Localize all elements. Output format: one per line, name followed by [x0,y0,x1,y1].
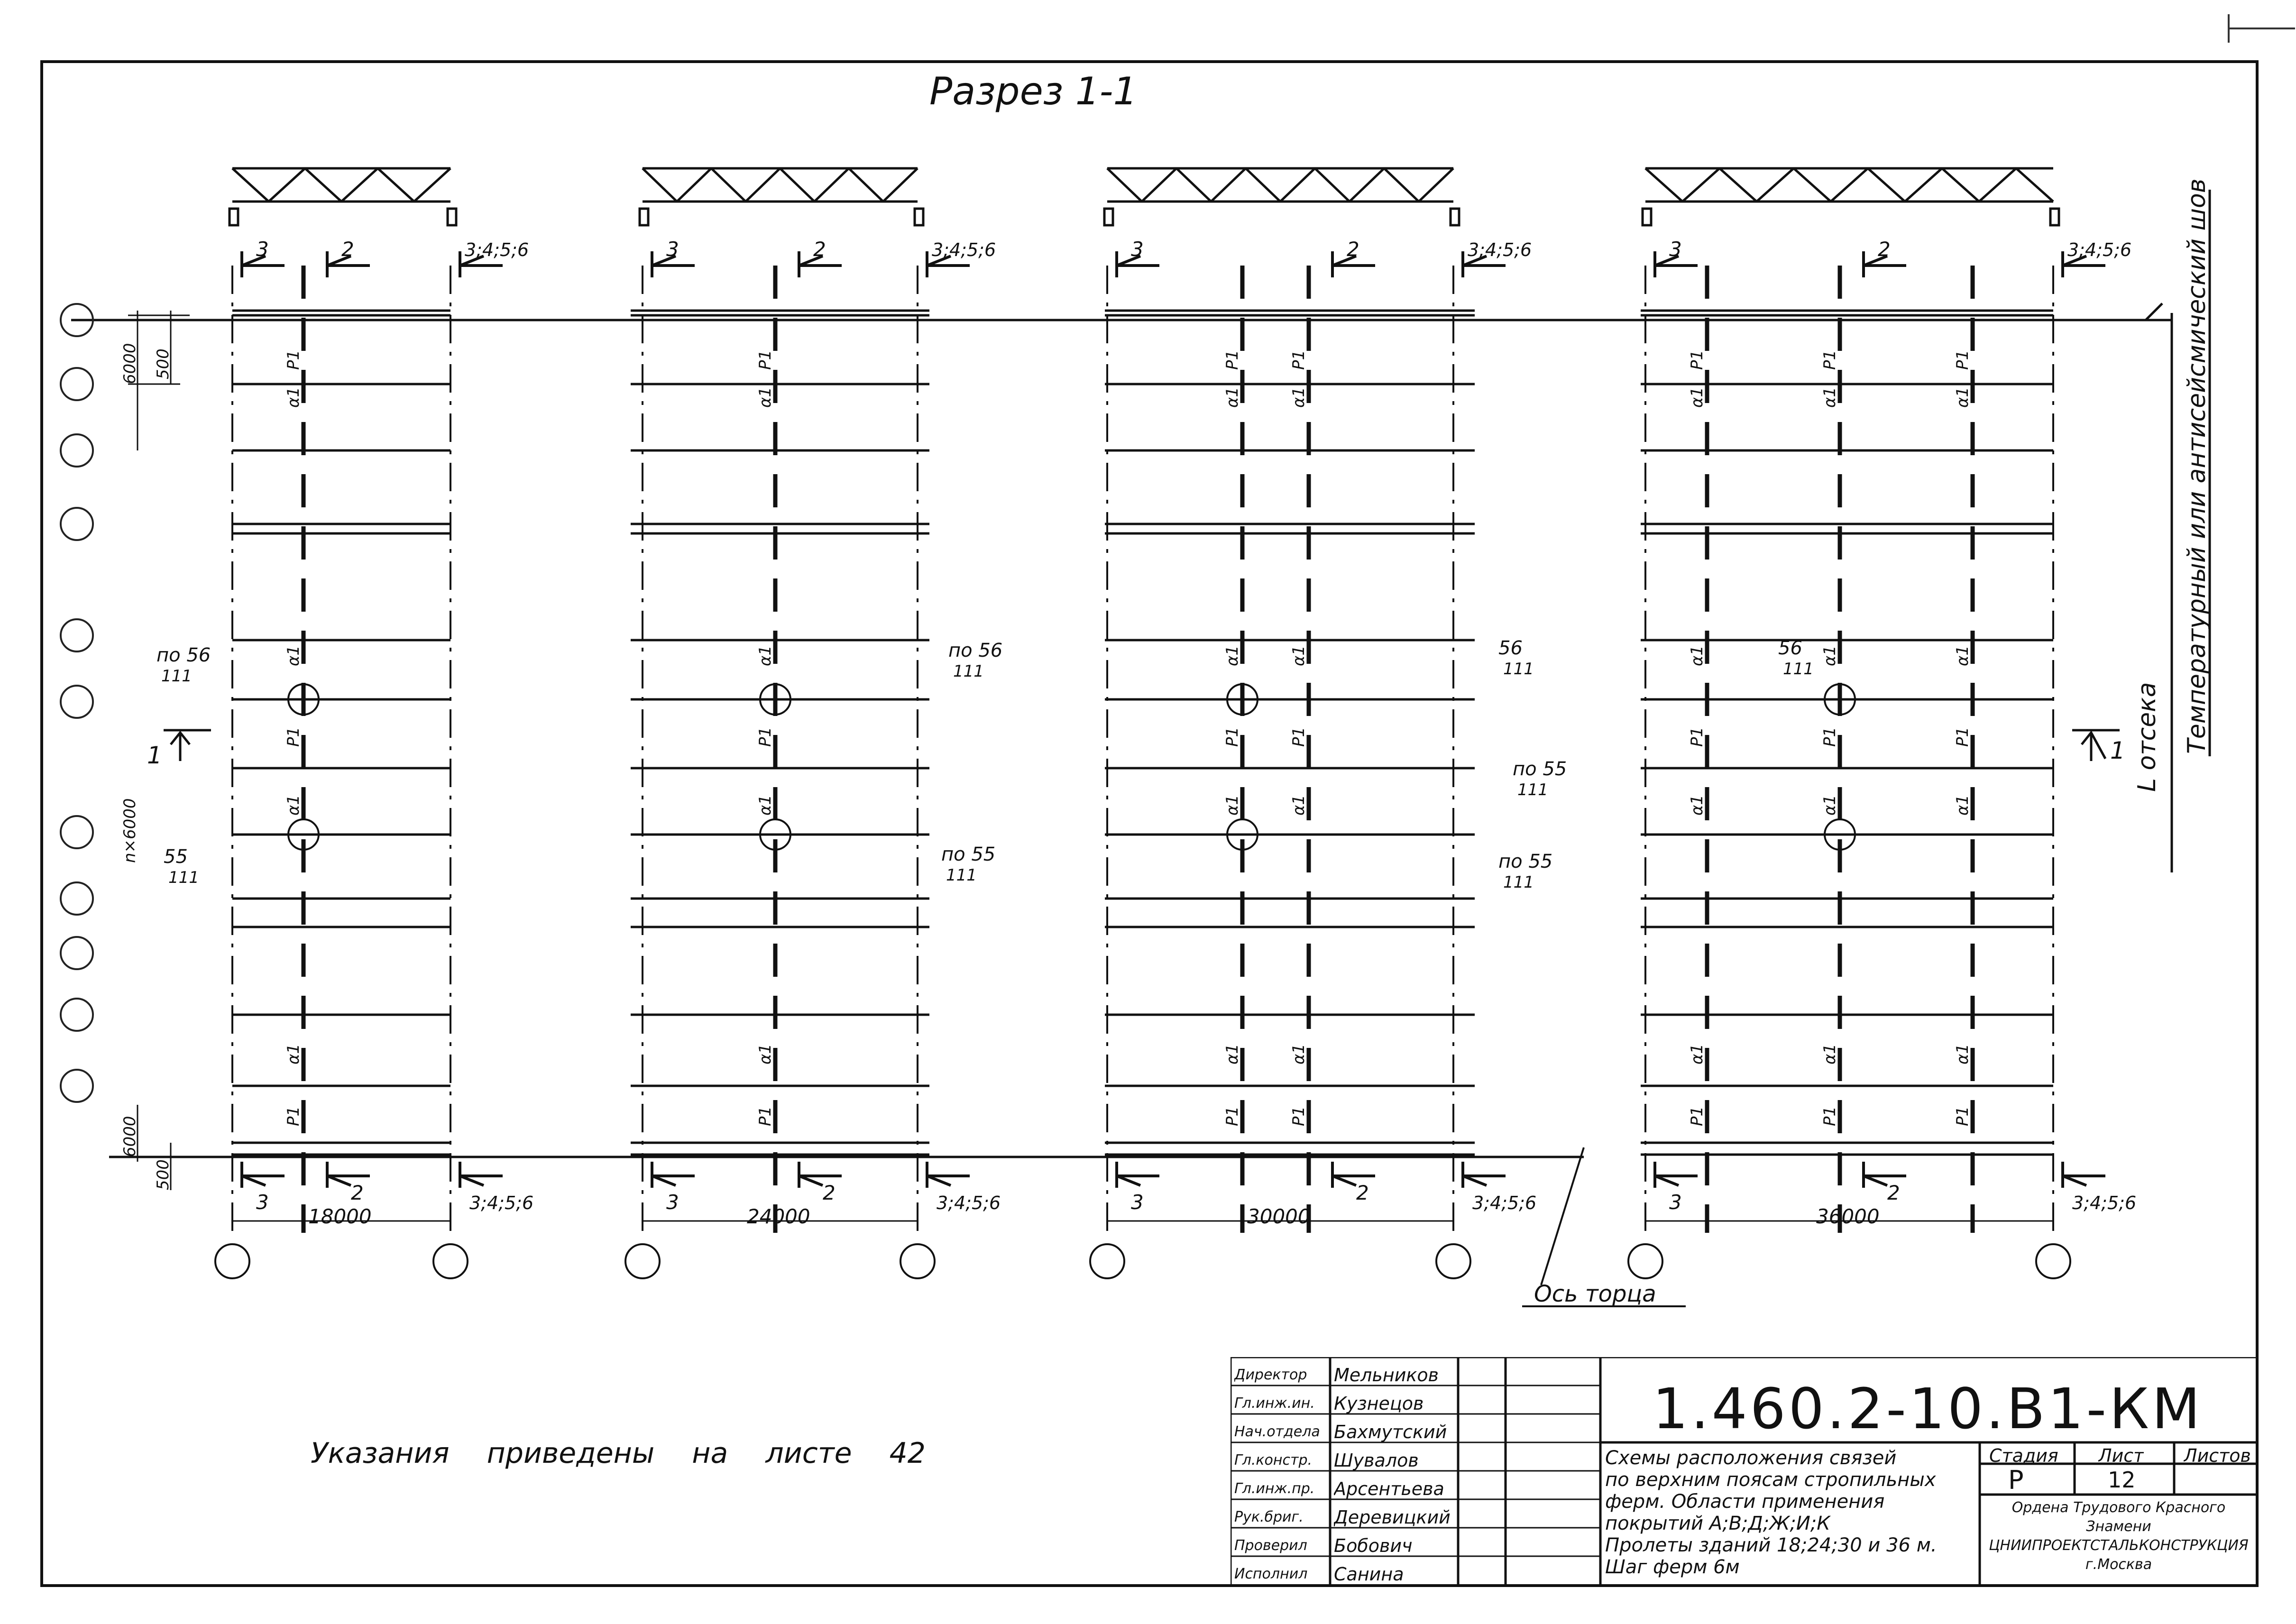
truss-diagonal [378,168,414,202]
truss-diagonal [643,168,677,202]
truss-diagonal [1645,168,1682,202]
stage-label: Стадия [1989,1445,2058,1466]
org-line: Знамени [2086,1518,2151,1535]
axis-bubble [61,619,93,651]
mark-a1: α1 [1223,1043,1242,1064]
name-cell: Бобович [1334,1535,1413,1556]
mark-p1: P1 [1820,726,1839,747]
truss-diagonal [1757,168,1794,202]
mark-3: 3 [256,238,269,261]
mark-p1: P1 [756,1106,775,1126]
span-value: 30000 [1247,1205,1311,1228]
axis-bubble [61,1070,93,1102]
axis-bubble [1436,1244,1470,1278]
node-56-sheet: 111 [1503,660,1534,679]
role-cell: Проверил [1234,1537,1307,1554]
truss-diagonal [1176,168,1211,202]
name-cell: Санина [1334,1564,1404,1585]
truss-diagonal [746,168,781,202]
axis-bubble [2036,1244,2070,1278]
mark-a1: α1 [1289,1043,1308,1064]
truss-diagonal [1419,168,1453,202]
mark-a1: α1 [1289,386,1308,408]
mark-a1: α1 [1223,386,1242,408]
purlin-lines [71,311,2172,1157]
truss [1104,168,1459,225]
description-line: по верхним поясам стропильных [1605,1469,1936,1491]
mark-a1: α1 [1289,794,1308,816]
truss-diagonal [1831,168,1868,202]
truss-diagonal [232,168,269,202]
end-axis-label: Ось торца [1534,1281,1656,1307]
dim-6000-bottom: 6000 [120,1116,139,1157]
scheme-1 [215,168,533,1278]
truss-diagonal [1794,168,1831,202]
section-title: Разрез 1-1 [929,69,1138,113]
axis-bubble [61,816,93,848]
mark-2: 2 [1878,238,1891,261]
mark-2: 2 [341,238,354,261]
name-cell: Кузнецов [1334,1393,1424,1414]
axis-bubble [61,937,93,969]
span-value: 18000 [308,1205,372,1228]
scheme-2 [625,168,1001,1278]
mark-p1: P1 [1223,349,1242,370]
name-cell: Деревицкий [1334,1507,1451,1528]
truss [230,168,456,225]
mark-a1: α1 [1820,1043,1839,1064]
truss-diagonal [1719,168,1756,202]
mark-a1: α1 [284,645,303,666]
mark-p1: P1 [1953,1106,1972,1126]
axis-bubble [625,1244,660,1278]
mark-3456: 3;4;5;6 [2072,1193,2137,1213]
mark-2: 2 [1356,1181,1369,1204]
support [1104,209,1113,225]
role-cell: Исполнил [1234,1566,1308,1582]
section-arrow [242,1162,285,1188]
node-55-label: по 55 [941,844,996,865]
mark-p1: P1 [1953,726,1972,747]
axis-lines [1107,266,1453,1233]
support [2050,209,2059,225]
mark-3: 3 [1669,1191,1682,1214]
node-56-label: по 56 [156,644,211,666]
truss [640,168,923,225]
section-arrows [1655,251,2105,1188]
node-55-sheet: 111 [946,866,977,885]
section-mark-right: 1 [2110,737,2125,764]
node-55-label: 55 [164,846,188,868]
description-line: Пролеты зданий 18;24;30 и 36 м. [1605,1534,1937,1556]
truss-diagonal [883,168,918,202]
node-55-sheet: 111 [1503,873,1534,892]
description-line: Схемы расположения связей [1605,1447,1897,1469]
axis-bubble [61,686,93,718]
section-arrows [1117,251,1506,1188]
mark-3: 3 [1669,238,1682,261]
mark-p1: P1 [756,349,775,370]
mark-3456: 3;4;5;6 [1472,1193,1537,1213]
org-line: Ордена Трудового Красного [2011,1499,2226,1516]
mark-2: 2 [813,238,826,261]
section-mark-left: 1 [147,742,162,769]
truss-diagonal [1868,168,1905,202]
truss-diagonal [1315,168,1350,202]
mark-3: 3 [1131,238,1144,261]
axis-lines [232,266,450,1233]
compartment-label: L отсека [2133,682,2161,792]
axis-bubble [433,1244,468,1278]
mark-p1: P1 [284,349,303,370]
mark-p1: P1 [1688,726,1707,747]
role-cell: Гл.инж.ин. [1234,1395,1315,1412]
roles-column [1234,1361,1329,1588]
role-cell: Директор [1234,1367,1307,1383]
mark-a1: α1 [1820,645,1839,666]
truss-diagonal [1384,168,1419,202]
mark-p1: P1 [1289,1106,1308,1126]
mark-p1: P1 [284,1106,303,1126]
truss-diagonal [1280,168,1315,202]
mark-p1: P1 [1289,726,1308,747]
truss-diagonal [1211,168,1246,202]
name-cell: Бахмутский [1334,1422,1447,1442]
sheet-value: 12 [2108,1467,2136,1493]
scheme-4 [1628,168,2136,1278]
truss-diagonal [1246,168,1280,202]
mark-p1: P1 [284,726,303,747]
truss-diagonal [414,168,450,202]
support [640,209,648,225]
section-arrow [1655,1162,1698,1188]
mark-a1: α1 [1223,794,1242,816]
edge-mark [2229,14,2295,43]
truss-diagonal [711,168,746,202]
mark-3: 3 [256,1191,269,1214]
mark-p1: P1 [1820,1106,1839,1126]
mark-3456: 3;4;5;6 [1468,239,1532,260]
role-cell: Гл.инж.пр. [1234,1480,1315,1497]
node-55-label: по 55 [1498,851,1553,872]
description-line: Шаг ферм 6м [1605,1556,1740,1578]
mark-3456: 3;4;5;6 [469,1193,534,1213]
mark-a1: α1 [1820,794,1839,816]
truss-diagonal [305,168,341,202]
axis-bubble [61,508,93,540]
truss-diagonal [1142,168,1176,202]
mark-a1: α1 [284,794,303,816]
mark-a1: α1 [756,794,775,816]
section-arrows [652,251,970,1188]
drawing-code: 1.460.2-10.В1-КМ [1653,1376,2203,1441]
section-arrow [1463,1162,1506,1188]
span-value: 36000 [1816,1205,1880,1228]
mark-a1: α1 [1953,794,1972,816]
support [1643,209,1651,225]
mark-a1: α1 [1688,794,1707,816]
role-cell: Рук.бриг. [1234,1509,1304,1525]
role-cell: Гл.констр. [1234,1452,1313,1468]
node-56-sheet: 111 [1783,660,1814,679]
node-56-sheet: 111 [953,662,984,681]
mark-a1: α1 [756,1043,775,1064]
mark-3: 3 [666,238,679,261]
mark-3: 3 [666,1191,679,1214]
seam-label: Температурный или антисейсмический шов [2183,178,2211,754]
mark-a1: α1 [1223,645,1242,666]
mark-p1: P1 [1820,349,1839,370]
mark-a1: α1 [756,386,775,408]
support [448,209,456,225]
truss [1643,168,2059,225]
mark-p1: P1 [1223,726,1242,747]
section-arrow [460,1162,503,1188]
node-55-label: по 55 [1513,758,1567,780]
section-arrow [927,1162,970,1188]
mark-a1: α1 [1953,645,1972,666]
description-line: покрытий А;В;Д;Ж;И;К [1605,1513,1830,1534]
name-cell: Мельников [1334,1365,1439,1385]
mark-2: 2 [1887,1181,1900,1204]
truss-diagonal [1107,168,1142,202]
mark-a1: α1 [284,386,303,408]
mark-p1: P1 [756,726,775,747]
mark-a1: α1 [1820,386,1839,408]
truss-diagonal [677,168,712,202]
axis-bubble [1628,1244,1662,1278]
scheme-3 [1090,168,1536,1278]
org-line: г.Москва [2085,1556,2152,1573]
truss-diagonal [1350,168,1384,202]
support [1451,209,1459,225]
mark-a1: α1 [1688,1043,1707,1064]
section-arrow [652,1162,695,1188]
mark-a1: α1 [1289,645,1308,666]
organization [1984,1498,2254,1574]
node-55-sheet: 111 [1517,780,1548,799]
truss-diagonal [1979,168,2016,202]
mark-p1: P1 [1223,1106,1242,1126]
mark-a1: α1 [1953,1043,1972,1064]
dim-500-top: 500 [154,349,173,379]
dim-6000-top: 6000 [120,343,139,384]
truss-diagonal [849,168,883,202]
node-56-label: 56 [1498,637,1523,659]
section-arrow [2063,1162,2105,1188]
axis-bubble [900,1244,935,1278]
truss-diagonal [1682,168,1719,202]
name-cell: Арсентьева [1334,1478,1444,1499]
axis-bubble [61,368,93,400]
mark-3456: 3;4;5;6 [937,1193,1001,1213]
axis-bubble [61,882,93,915]
node-56-label: 56 [1778,637,1802,659]
axis-bubble [61,434,93,467]
drawing-description [1605,1447,1975,1578]
truss-diagonal [780,168,815,202]
node-56-sheet: 111 [161,667,192,686]
axis-bubble [61,999,93,1031]
sheet-label: Лист [2098,1445,2144,1466]
truss-diagonal [815,168,849,202]
mark-3456: 3;4;5;6 [465,239,529,260]
node-55-sheet: 111 [168,868,199,887]
org-line: ЦНИИПРОЕКТСТАЛЬКОНСТРУКЦИЯ [1989,1537,2249,1554]
mark-p1: P1 [1688,1106,1707,1126]
description-line: ферм. Области применения [1605,1491,1885,1513]
support [230,209,238,225]
support [915,209,923,225]
section-arrows [242,251,503,1188]
name-cell: Шувалов [1334,1450,1419,1471]
truss-diagonal [2016,168,2053,202]
mark-a1: α1 [1953,386,1972,408]
truss-diagonal [1942,168,1979,202]
mark-p1: P1 [1953,349,1972,370]
mark-3456: 3;4;5;6 [2067,239,2132,260]
span-value: 24000 [747,1205,810,1228]
axis-bubble [1090,1244,1124,1278]
axis-bubbles [61,304,93,1102]
title-block [1231,1357,2257,1586]
axis-bubble [215,1244,249,1278]
sheets-label: Листов [2184,1445,2251,1466]
role-cell: Нач.отдела [1234,1423,1320,1440]
mark-2: 2 [823,1181,836,1204]
axis-lines [643,266,918,1233]
truss-diagonal [269,168,305,202]
mark-3: 3 [1131,1191,1144,1214]
mark-3456: 3;4;5;6 [932,239,996,260]
dim-n6000: n×6000 [120,798,139,863]
mark-a1: α1 [756,645,775,666]
truss-diagonal [341,168,378,202]
mark-a1: α1 [1688,386,1707,408]
mark-p1: P1 [1289,349,1308,370]
mark-2: 2 [1347,238,1359,261]
mark-a1: α1 [284,1043,303,1064]
general-note: Указания приведены на листе 42 [311,1437,926,1470]
dim-500-bottom: 500 [154,1159,173,1190]
section-arrow [1117,1162,1159,1188]
node-56-label: по 56 [948,640,1003,661]
truss-diagonal [1905,168,1942,202]
schemes [215,168,2136,1278]
mark-2: 2 [351,1181,364,1204]
stage-value: Р [2008,1465,2024,1495]
names-column [1334,1361,1457,1588]
mark-a1: α1 [1688,645,1707,666]
mark-p1: P1 [1688,349,1707,370]
